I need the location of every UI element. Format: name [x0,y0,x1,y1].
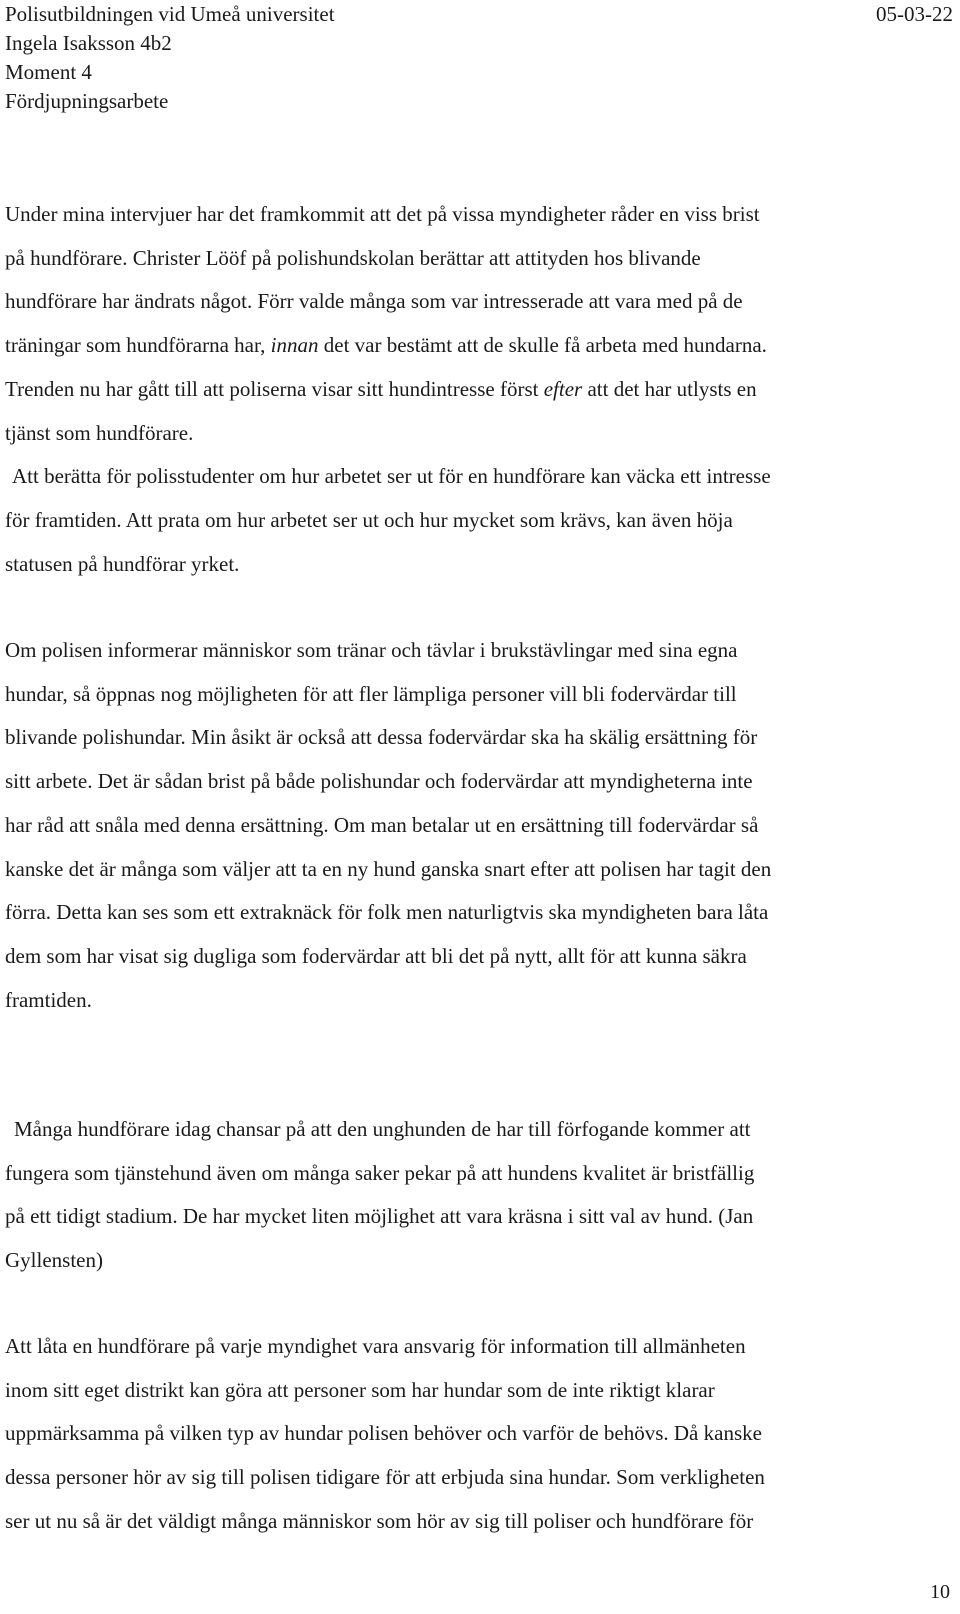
text-run: Trenden nu har gått till att poliserna visar sitt hundintresse först [5,376,544,401]
paragraph-line: på hundförare. Christer Lööf på polishundskolan berättar att attityden hos blivande [5,245,701,270]
header-moment: Moment 4 [5,60,92,84]
paragraph-line: Gyllensten) [5,1248,103,1273]
paragraph-line: Under mina intervjuer har det framkommit att det på vissa myndigheter råder en viss brist [5,202,760,226]
paragraph-3 [5,1108,950,1283]
text-run: att det har utlysts en [582,376,757,401]
paragraph-1 [5,193,950,586]
paragraph-line: Många hundförare idag chansar på att den unghunden de har till förfogande kommer att [14,1117,751,1141]
paragraph-line: tjänst som hundförare. [5,420,194,445]
paragraph-line: förra. Detta kan ses som ett extraknäck för folk men naturligtvis ska myndigheten bara låta [5,900,769,925]
text-run: träningar som hundförarna har, [5,333,271,358]
emphasis-text: innan [270,333,319,358]
paragraph-line: för framtiden. Att prata om hur arbetet ser ut och hur mycket som krävs, kan även höja [5,507,733,532]
paragraph-line: hundar, så öppnas nog möjligheten för att fler lämpliga personer vill bli fodervärdar till [5,681,737,706]
paragraph-line: fungera som tjänstehund även om många saker pekar på att hundens kvalitet är bristfällig [5,1160,755,1185]
emphasis-text: efter [543,376,583,401]
paragraph-line: har råd att snåla med denna ersättning. Om man betalar ut en ersättning till fodervärdar så [5,812,759,837]
paragraph-line: inom sitt eget distrikt kan göra att personer som har hundar som de inte riktigt klarar [5,1377,715,1402]
paragraph-line: Att låta en hundförare på varje myndighet vara ansvarig för information till allmänheten [5,1334,746,1358]
page-header [5,0,953,116]
paragraph-line: framtiden. [5,987,92,1012]
paragraph-2 [5,629,950,1022]
paragraph-line: kanske det är många som väljer att ta en ny hund ganska snart efter att polisen har tagit den [5,856,772,881]
paragraph-line: dem som har visat sig dugliga som fodervärdar att bli det på nytt, allt för att kunna säkra [5,943,747,968]
paragraph-line: dessa personer hör av sig till polisen tidigare för att erbjuda sina hundar. Som verkligheten [5,1465,765,1490]
paragraph-line: statusen på hundförar yrket. [5,551,240,576]
paragraph-line: ser ut nu så är det väldigt många människor som hör av sig till poliser och hundförare för [5,1508,754,1533]
paragraph-line: hundförare har ändrats något. Förr valde många som var intresserade att vara med på de [5,289,743,314]
paragraph-line: Att berätta för polisstudenter om hur arbetet ser ut för en hundförare kan väcka ett intresse [12,464,771,489]
header-date: 05-03-22 [876,2,953,26]
paragraph-line: sitt arbete. Det är sådan brist på både polishundar och fodervärdar att myndigheterna inte [5,769,753,794]
paragraph-line: på ett tidigt stadium. De har mycket liten möjlighet att vara kräsna i sitt val av hund. (Jan [5,1204,754,1229]
paragraph-line: Om polisen informerar människor som tränar och tävlar i brukstävlingar med sina egna [5,638,738,662]
paragraph-line [5,368,950,412]
page-number: 10 [930,1581,950,1603]
paragraph-4 [5,1325,950,1544]
paragraph-line: uppmärksamma på vilken typ av hundar polisen behöver och varför de behövs. Då kanske [5,1421,762,1446]
paragraph-line: blivande polishundar. Min åsikt är också att dessa fodervärdar ska ha skälig ersättning för [5,725,758,750]
header-first-row [5,0,953,29]
header-doc-type: Fördjupningsarbete [5,89,169,113]
paragraph-line [5,324,950,368]
text-run: det var bestämt att de skulle få arbeta med hundarna. [318,333,767,358]
header-institution: Polisutbildningen vid Umeå universitet [5,2,335,26]
header-author: Ingela Isaksson 4b2 [5,31,172,55]
